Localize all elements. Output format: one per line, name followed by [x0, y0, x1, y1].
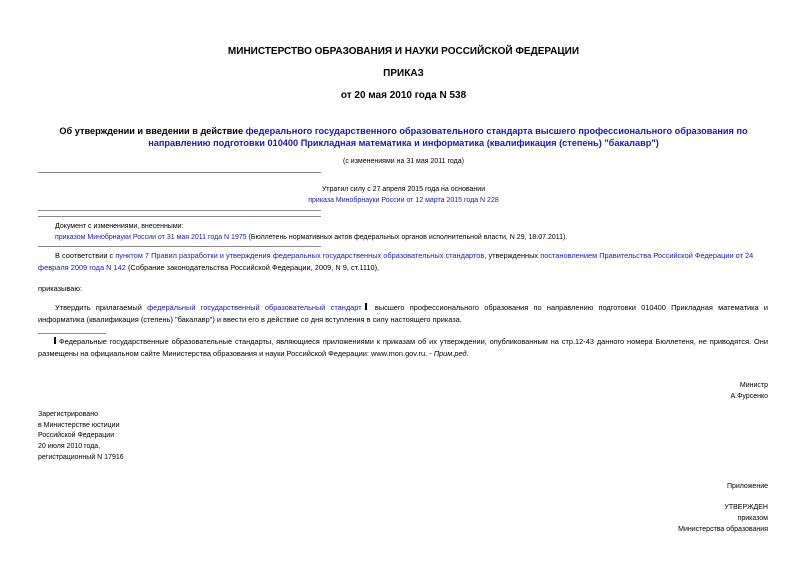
divider: [38, 172, 321, 173]
changes-intro: Документ с изменениями, внесенными:: [55, 223, 184, 230]
changes-link[interactable]: приказом Минобрнауки России от 31 мая 2011 года N 1975: [55, 234, 247, 241]
title-standard-link[interactable]: федерального государственного образовательного стандарта высшего профессионального образования по направлению подготовки 010400 Прикладная математика и информатика (квалификация (степень) "бакалавр"): [148, 126, 748, 148]
changes-source: (Бюллетень нормативных актов федеральных органов исполнительной власти, N 29, 18.07.2011).: [246, 234, 568, 241]
registration-line: регистрационный N 17916: [38, 453, 124, 461]
changes-line: [55, 233, 775, 242]
approve-text: Утвердить прилагаемый: [55, 303, 148, 312]
divider: [38, 216, 321, 217]
approve-text: высшего профессионального образования по направлению подготовки 010400 Прикладная математика и информатика (квалификация (степень) "бакалавр") и ввести его в действие со дня вступления в силу настоящего приказа.: [38, 303, 768, 324]
footnote-marker: [365, 303, 367, 310]
appendix-ministry: Министерства образования: [678, 526, 768, 533]
registration-line: Российской Федерации: [38, 432, 115, 440]
registration-line: в Министерстве юстиции: [38, 421, 120, 429]
registration-line: Зарегистрировано: [38, 411, 98, 418]
document-type: ПРИКАЗ: [383, 68, 424, 79]
footnote-marker: [54, 337, 56, 344]
basis-text: В соответствии с: [55, 251, 116, 260]
approve-paragraph: [38, 302, 768, 326]
invalid-note-line: Утратил силу с 27 апреля 2015 года на основании: [321, 186, 486, 193]
order-word: приказываю:: [38, 284, 82, 293]
basis-text: , утвержденных: [484, 251, 541, 260]
editor-note: Прим.ред.: [433, 349, 469, 358]
signature-name: А.Фурсенко: [730, 393, 768, 400]
registration-block: [38, 410, 124, 464]
invalid-note-link[interactable]: приказа Минобрнауки России от 12 марта 2015 года N 228: [308, 197, 499, 204]
footnote: [38, 336, 768, 360]
divider: [38, 210, 321, 211]
government-decree-link[interactable]: постановлением Правительства Российской Федерации от 24 февраля 2009 года N 142: [38, 251, 754, 272]
basis-text: (Собрание законодательства Российской Федерации, 2009, N 9, ст.1110),: [125, 263, 380, 272]
amendment-note: (с изменениями на 31 мая 2011 года): [343, 158, 464, 165]
footnote-text: Федеральные государственные образовательные стандарты, являющиеся приложениями к приказам об их утверждении, опубликованным на стр.12-43 данного номера Бюллетеня, не приводятся. Они размещены на официальном сайте Министерства образования и науки Российской Федерации: www.mon.gov.ru. -: [38, 337, 768, 358]
registration-line: 20 июля 2010 года,: [38, 443, 101, 451]
basis-paragraph: [38, 250, 768, 274]
footnote-divider: [38, 333, 106, 334]
ministry-heading: МИНИСТЕРСТВО ОБРАЗОВАНИЯ И НАУКИ РОССИЙСКОЙ ФЕДЕРАЦИИ: [227, 46, 580, 57]
appendix-by: приказом: [737, 515, 768, 522]
signature-position: Министр: [739, 382, 768, 389]
appendix-label: Приложение: [726, 483, 768, 490]
document-title: [30, 125, 777, 149]
title-prefix: Об утверждении и введении в действие: [59, 126, 246, 136]
document-date-number: от 20 мая 2010 года N 538: [340, 90, 467, 101]
appendix-approved: УТВЕРЖДЕН: [724, 504, 768, 511]
divider: [38, 246, 321, 247]
standard-link[interactable]: федеральный государственный образовательный стандарт: [147, 303, 362, 312]
rules-link[interactable]: пунктом 7 Правил разработки и утверждения федеральных государственных образовательных стандартов: [115, 251, 485, 260]
